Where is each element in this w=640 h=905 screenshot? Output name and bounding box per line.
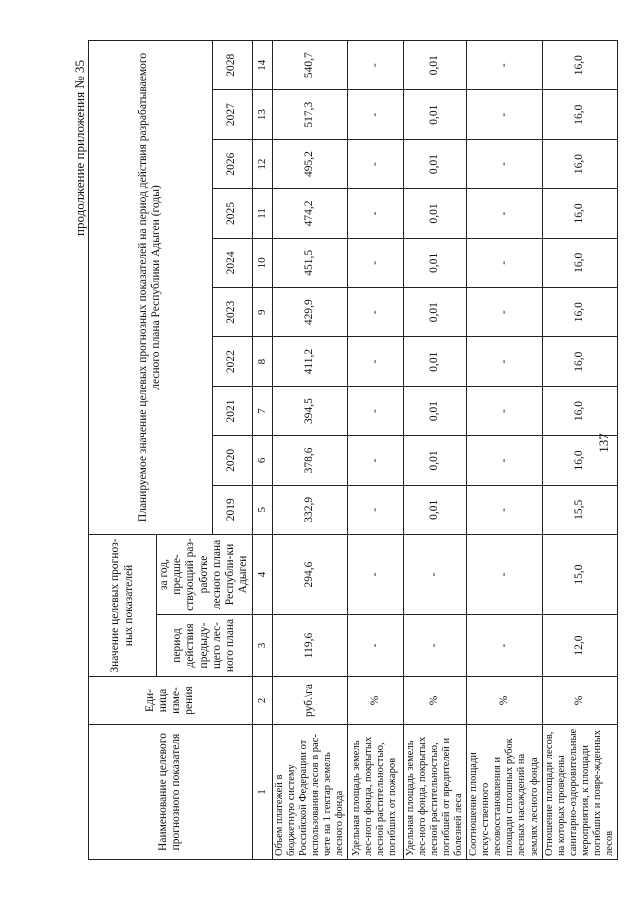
value-planned: -: [347, 139, 403, 188]
indicator-unit: %: [467, 677, 542, 725]
value-planned: 378,6: [272, 436, 347, 485]
header-planned-group: Планируемое значение целевых прогнозных показателей на период действия разрабатываемого лесного плана Республики Адыгеи (годы): [89, 41, 213, 535]
value-planned: -: [347, 238, 403, 287]
value-planned: -: [347, 90, 403, 139]
header-year: 2019: [212, 485, 252, 534]
value-planned: 16,0: [542, 288, 617, 337]
value-planned: -: [467, 337, 542, 386]
value-planned: -: [347, 436, 403, 485]
header-name: Наименование целевого прогнозного показателя: [89, 725, 253, 860]
value-planned: 0,01: [403, 189, 466, 238]
value-planned: 540,7: [272, 41, 347, 90]
value-prev-period: -: [347, 615, 403, 677]
value-planned: 429,9: [272, 288, 347, 337]
value-prior-year: 294,6: [272, 534, 347, 614]
value-prior-year: -: [467, 534, 542, 614]
value-planned: 394,5: [272, 386, 347, 435]
value-planned: 474,2: [272, 189, 347, 238]
value-planned: 0,01: [403, 485, 466, 534]
value-planned: 16,0: [542, 41, 617, 90]
header-year: 2021: [212, 386, 252, 435]
indicator-name: Соотношение площади искус-ственного лесовосстановления и площади сплошных рубок лесных насаждений на землях лесного фонда: [467, 725, 542, 860]
value-planned: -: [347, 189, 403, 238]
value-planned: 0,01: [403, 386, 466, 435]
col-number: 12: [252, 139, 272, 188]
value-planned: -: [347, 337, 403, 386]
value-prior-year: 15,0: [542, 534, 617, 614]
col-number: 14: [252, 41, 272, 90]
value-planned: 332,9: [272, 485, 347, 534]
indicator-name: Удельная площадь земель лес-ного фонда, покрытых лесной растительностью, погибшей от вредителей и болезней леса: [403, 725, 466, 860]
value-planned: 0,01: [403, 41, 466, 90]
value-prev-period: 12,0: [542, 615, 617, 677]
col-number: 1: [252, 725, 272, 860]
value-planned: 517,3: [272, 90, 347, 139]
col-number: 11: [252, 189, 272, 238]
page-number: 137: [595, 433, 611, 453]
header-year: 2023: [212, 288, 252, 337]
col-number: 10: [252, 238, 272, 287]
header-year: 2027: [212, 90, 252, 139]
col-number: 7: [252, 386, 272, 435]
col-number: 2: [252, 677, 272, 725]
header-year: 2022: [212, 337, 252, 386]
value-planned: 16,0: [542, 189, 617, 238]
value-planned: -: [347, 288, 403, 337]
value-planned: -: [467, 139, 542, 188]
continuation-note: продолжение приложения № 35: [72, 60, 87, 236]
col-number: 13: [252, 90, 272, 139]
header-target-year: за год, предше-ствующий раз-работке лесного плана Республи-ки Адыгеи: [157, 534, 253, 614]
value-planned: -: [467, 189, 542, 238]
value-planned: 0,01: [403, 238, 466, 287]
value-prior-year: -: [347, 534, 403, 614]
value-planned: 16,0: [542, 90, 617, 139]
value-planned: 495,2: [272, 139, 347, 188]
col-number: 6: [252, 436, 272, 485]
value-planned: -: [467, 90, 542, 139]
table-row: [272, 41, 347, 860]
value-prev-period: 119,6: [272, 615, 347, 677]
header-year: 2020: [212, 436, 252, 485]
indicator-unit: %: [542, 677, 617, 725]
value-planned: 451,5: [272, 238, 347, 287]
value-planned: -: [467, 436, 542, 485]
table-body: [272, 41, 617, 860]
header-year: 2028: [212, 41, 252, 90]
col-number: 4: [252, 534, 272, 614]
value-planned: 16,0: [542, 238, 617, 287]
value-planned: 16,0: [542, 386, 617, 435]
value-planned: 15,5: [542, 485, 617, 534]
value-planned: -: [467, 41, 542, 90]
header-target-prev: период действия предыду-щего лес-ного плана: [157, 615, 253, 677]
value-planned: 0,01: [403, 90, 466, 139]
table-row: [403, 41, 466, 860]
table-row: [467, 41, 542, 860]
value-planned: -: [347, 41, 403, 90]
indicator-table: [88, 40, 618, 860]
value-planned: 16,0: [542, 436, 617, 485]
value-planned: 411,2: [272, 337, 347, 386]
value-planned: 0,01: [403, 436, 466, 485]
col-number: 8: [252, 337, 272, 386]
header-year: 2024: [212, 238, 252, 287]
col-number: 9: [252, 288, 272, 337]
indicator-unit: %: [403, 677, 466, 725]
value-planned: 0,01: [403, 288, 466, 337]
value-prev-period: -: [467, 615, 542, 677]
header-year: 2026: [212, 139, 252, 188]
value-planned: -: [467, 238, 542, 287]
value-planned: 0,01: [403, 337, 466, 386]
header-year: 2025: [212, 189, 252, 238]
value-planned: -: [467, 288, 542, 337]
col-number: 5: [252, 485, 272, 534]
indicator-name: Объем платежей в бюджетную систему Российской Федерации от использования лесов в рас-чете на 1 гектар земель лесного фонда: [272, 725, 347, 860]
indicator-unit: руб.\га: [272, 677, 347, 725]
value-prior-year: -: [403, 534, 466, 614]
indicator-unit: %: [347, 677, 403, 725]
indicator-name: Удельная площадь земель лес-ного фонда, покрытых лесной растительностью, погибших от пожаров: [347, 725, 403, 860]
value-planned: -: [467, 386, 542, 435]
value-planned: 0,01: [403, 139, 466, 188]
value-planned: 16,0: [542, 139, 617, 188]
table-row: [347, 41, 403, 860]
col-number: 3: [252, 615, 272, 677]
value-prev-period: -: [403, 615, 466, 677]
indicator-name: Отношение площади лесов, на которых проведены санитарно-оздоровительные мероприятия, к площади погибших и повре-жденных лесов: [542, 725, 617, 860]
header-target-group: Значение целевых прогноз-ных показателей: [89, 534, 157, 676]
header-unit: Еди-ница изме-рения: [89, 677, 253, 725]
value-planned: -: [467, 485, 542, 534]
value-planned: 16,0: [542, 337, 617, 386]
value-planned: -: [347, 485, 403, 534]
value-planned: -: [347, 386, 403, 435]
